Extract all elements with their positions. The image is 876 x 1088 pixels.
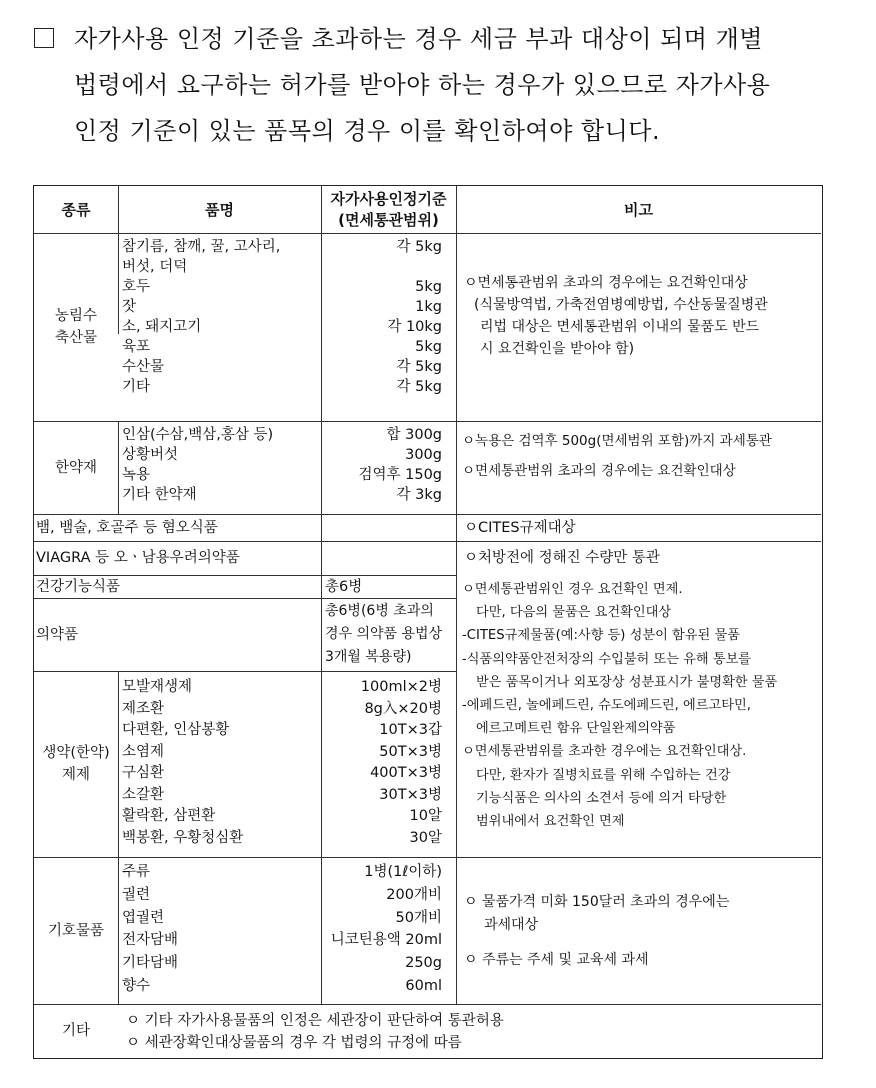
type-traditional <box>34 671 118 857</box>
item-name: 녹용 <box>122 467 151 483</box>
type-etc: 기타 <box>61 1022 90 1039</box>
limit-value: 각 5kg <box>396 359 442 375</box>
header-criteria-line: (면세통관범위) <box>338 210 439 229</box>
item-name: 백봉환, 우황청심환 <box>122 829 244 846</box>
grid-line <box>118 671 119 1004</box>
type-label: 축산물 <box>54 330 98 346</box>
remark-line: 시 요건확인을 받아야 함) <box>480 341 635 357</box>
limit-value: 1kg <box>415 299 442 315</box>
type-label: 농림수 <box>54 308 98 324</box>
limit-value: 1병(1ℓ이하) <box>364 864 442 880</box>
type-luxury: 기호물품 <box>47 922 105 939</box>
remark-line: ㅇ면세통관범위 초과의 경우에는 요건확인대상 <box>462 463 736 479</box>
limit-value: 250g <box>405 955 442 972</box>
header-type: 종류 <box>61 200 91 219</box>
etc-remarks <box>126 1010 816 1054</box>
limit-value: 10T×3갑 <box>379 722 442 738</box>
remark-line: -식품의약품안전처장의 수입불허 또는 유해 통보를 <box>462 651 752 667</box>
item-name: 다편환, 인삼봉황 <box>122 722 230 738</box>
remark-line: 다만, 환자가 질병치료를 위해 수입하는 건강 <box>476 767 731 783</box>
grid-line <box>34 421 821 422</box>
item-name: 모발재생제 <box>122 679 193 695</box>
item-name: 호두 <box>122 279 151 295</box>
item-name: 제조환 <box>122 700 165 717</box>
herbal-remarks <box>462 426 818 486</box>
remark-line: ㅇ면세통관범위인 경우 요건확인 면제. <box>462 582 683 597</box>
viagra-label: VIAGRA 등 오ㆍ남용우려의약품 <box>36 550 240 566</box>
remark-line: ㅇ 주류는 주세 및 교육세 과세 <box>464 952 649 968</box>
limit-value: 각 5kg <box>396 379 442 395</box>
item-name: 인삼(수삼,백삼,홍삼 등) <box>122 427 274 443</box>
limit-value: 검역후 150g <box>358 467 442 483</box>
remark-line: ㅇ 세관장확인대상물품의 경우 각 법령의 규정에 따름 <box>126 1035 462 1051</box>
header-item: 품명 <box>205 200 234 219</box>
limit-value: 30T×3병 <box>379 786 442 803</box>
limit-value: 400T×3병 <box>370 765 442 781</box>
limit-value: 8g入×20병 <box>364 700 442 717</box>
snake-remark: ㅇCITES규제대상 <box>464 519 576 536</box>
limit-value: 100ml×2병 <box>360 679 442 695</box>
item-name: 상황버섯 <box>122 447 179 463</box>
agri-limits <box>324 237 442 397</box>
limit-value: 60ml <box>405 977 442 994</box>
type-herbal: 한약재 <box>54 459 98 476</box>
intro-line: 인정 기준이 있는 품목의 경우 이를 확인하여야 합니다. <box>74 117 661 145</box>
limit-value: 30알 <box>409 829 442 846</box>
item-name: 주류 <box>122 864 151 880</box>
luxury-items <box>122 861 318 998</box>
limit-value: 50T×3병 <box>379 743 442 760</box>
limit-value: 10알 <box>409 808 442 824</box>
remark-line: 범위내에서 요건확인 면제 <box>476 814 625 830</box>
item-name: 기타 <box>122 379 151 395</box>
snake-label: 뱀, 뱀술, 호골주 등 혐오식품 <box>36 519 218 536</box>
intro-line: 법령에서 요구하는 허가를 받아야 하는 경우가 있으므로 자가사용 <box>74 71 771 99</box>
item-name: 소, 돼지고기 <box>122 319 202 335</box>
limit-value: 합 300g <box>386 427 442 443</box>
item-name: 궐련 <box>122 886 151 903</box>
type-agri <box>34 233 118 421</box>
grid-line <box>34 1004 821 1005</box>
health-label: 건강기능식품 <box>36 578 121 595</box>
item-name: 활락환, 삼편환 <box>122 808 216 824</box>
limit-value: 각 10kg <box>387 319 442 335</box>
limit-value: 200개비 <box>386 886 442 903</box>
limit-line: 3개월 복용량) <box>325 649 412 665</box>
item-name: 구심환 <box>122 765 165 781</box>
limit-value: 각 5kg <box>396 239 442 255</box>
remark-line: 받은 품목이거나 외포장상 성분표시가 불명확한 물품 <box>476 674 778 690</box>
item-name: 기타 한약재 <box>122 487 197 503</box>
limit-value: 니코틴용액 20ml <box>330 932 442 949</box>
item-name: 엽궐련 <box>122 909 165 926</box>
item-name: 육포 <box>122 339 151 355</box>
remark-line: 기능식품은 의사의 소견서 등에 의거 타당한 <box>476 790 727 806</box>
remark-line: ㅇ 기타 자가사용물품의 인정은 세관장이 판단하여 통관허용 <box>126 1013 504 1029</box>
limit-line: 경우 의약품 용법상 <box>325 626 443 642</box>
grid-line <box>34 233 821 234</box>
type-label: 생약(한약) <box>42 745 110 761</box>
traditional-limits <box>324 677 442 849</box>
item-name: 향수 <box>122 977 151 994</box>
header-criteria-line: 자가사용인정기준 <box>330 189 447 208</box>
item-name: 전자담배 <box>122 932 179 949</box>
item-name: 참기름, 참깨, 꿀, 고사리, <box>122 239 281 255</box>
intro-line: 자가사용 인정 기준을 초과하는 경우 세금 부과 대상이 되며 개별 <box>74 25 763 53</box>
grid-line <box>456 186 457 1004</box>
health-limit: 총6병 <box>325 578 363 595</box>
item-name: 버섯, 더덕 <box>122 259 188 275</box>
item-name: 소염제 <box>122 743 165 760</box>
item-name: 잣 <box>122 299 137 315</box>
grid-line <box>34 857 821 858</box>
remark-line: ㅇ녹용은 검역후 500g(면세범위 포함)까지 과세통관 <box>462 433 772 449</box>
luxury-limits <box>324 861 442 998</box>
agri-items <box>122 237 318 397</box>
limit-value: 각 3kg <box>396 487 442 503</box>
grid-line <box>321 186 322 1004</box>
medicine-remarks <box>462 578 820 833</box>
type-label: 제제 <box>61 767 90 783</box>
herbal-limits <box>324 425 442 505</box>
luxury-remarks <box>464 891 816 972</box>
limit-value: 5kg <box>415 339 442 355</box>
medicine-label: 의약품 <box>36 626 79 643</box>
remark-line: (식물방역법, 가축전염병예방법, 수산동물질병관 <box>474 297 768 313</box>
remark-line: ㅇ면세통관범위 초과의 경우에는 요건확인대상 <box>464 275 748 291</box>
remark-line: 다만, 다음의 물품은 요건확인대상 <box>476 605 672 621</box>
remark-line: -CITES규제물품(예:사향 등) 성분이 함유된 물품 <box>462 628 740 644</box>
agri-remarks <box>464 272 816 360</box>
viagra-remark: ㅇ처방전에 정해진 수량만 통관 <box>464 550 660 566</box>
limit-value: 5kg <box>415 279 442 295</box>
self-use-criteria-table <box>33 185 823 1059</box>
grid-line <box>118 421 119 514</box>
header-criteria <box>321 186 456 233</box>
item-name: 수산물 <box>122 359 165 375</box>
remark-line: 과세대상 <box>484 917 539 933</box>
medicine-limit <box>325 600 455 669</box>
remark-line: ㅇ면세통관범위를 초과한 경우에는 요건확인대상. <box>462 744 747 760</box>
remark-line: -에페드린, 놀에페드린, 슈도에페드린, 에르고타민, <box>462 698 751 714</box>
traditional-items <box>122 677 318 849</box>
limit-line: 총6병(6병 초과의 <box>325 603 434 619</box>
limit-value: 300g <box>405 447 442 463</box>
item-name: 소갈환 <box>122 786 165 803</box>
checkbox-square-icon <box>34 28 54 48</box>
remark-line: ㅇ 물품가격 미화 150달러 초과의 경우에는 <box>464 894 730 910</box>
remark-line: 리법 대상은 면세통관범위 이내의 물품도 반드 <box>480 319 760 335</box>
remark-line: 에르고메트린 함유 단일완제의약품 <box>476 721 676 737</box>
limit-value <box>324 257 442 277</box>
header-remarks: 비고 <box>624 200 653 219</box>
limit-value: 50개비 <box>395 909 442 926</box>
herbal-items <box>122 425 318 505</box>
item-name: 기타담배 <box>122 955 179 972</box>
